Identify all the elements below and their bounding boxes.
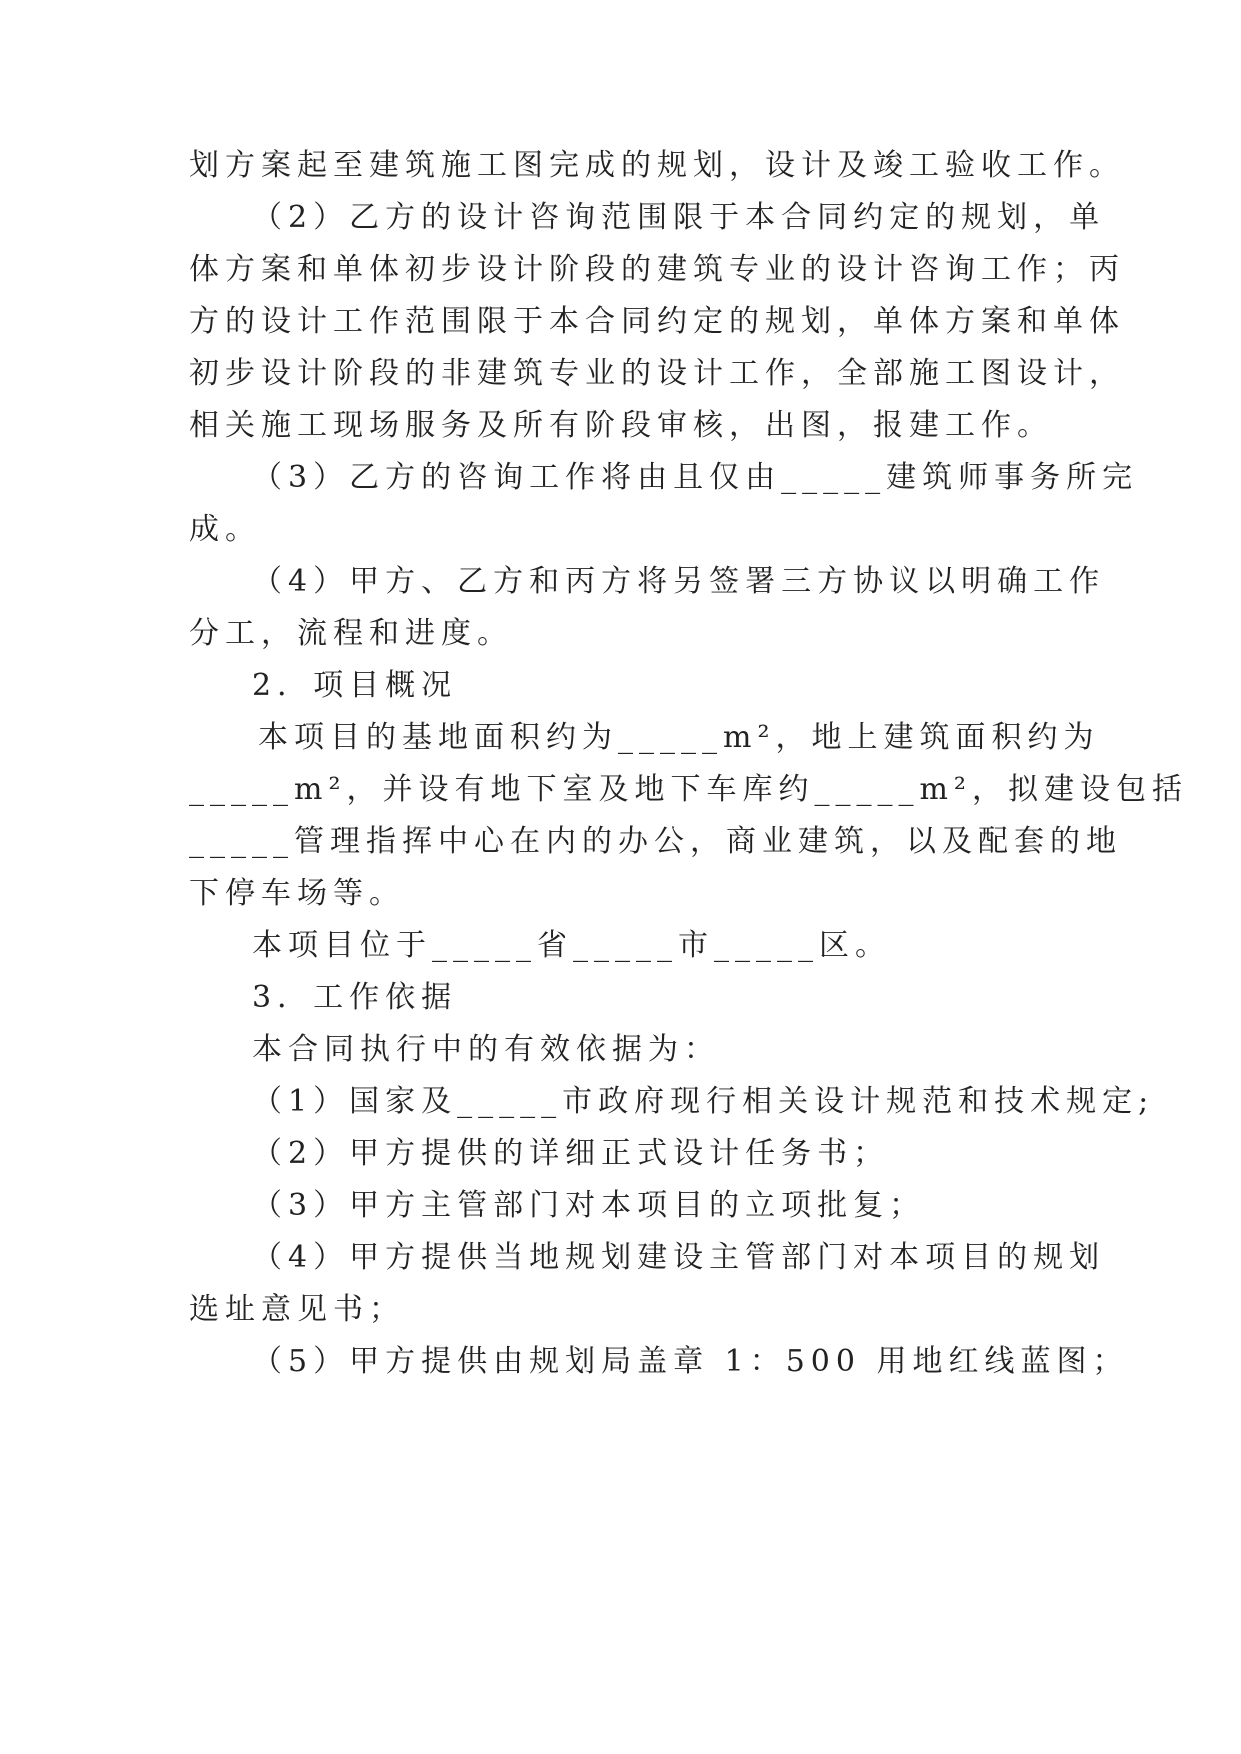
text-line: （1）国家及_____市政府现行相关设计规范和技术规定;: [252, 1084, 1155, 1119]
text-line: 体方案和单体初步设计阶段的建筑专业的设计咨询工作；丙: [189, 252, 1125, 287]
text-line: 选址意见书；: [189, 1292, 405, 1327]
text-line: 下停车场等。: [189, 876, 405, 911]
text-line: 划方案起至建筑施工图完成的规划，设计及竣工验收工作。: [189, 148, 1125, 183]
text-line: （2）甲方提供的详细正式设计任务书；: [252, 1136, 890, 1171]
text-line: 相关施工现场服务及所有阶段审核，出图，报建工作。: [189, 408, 1053, 443]
text-line: _____m²，并设有地下室及地下车库约_____m²，拟建设包括: [189, 772, 1188, 807]
text-line: 初步设计阶段的非建筑专业的设计工作，全部施工图设计，: [189, 356, 1125, 391]
text-line: （2）乙方的设计咨询范围限于本合同约定的规划，单: [252, 200, 1106, 235]
text-line: _____管理指挥中心在内的办公，商业建筑，以及配套的地: [189, 824, 1122, 859]
section-heading: 3．工作依据: [252, 980, 458, 1015]
text-line: 分工，流程和进度。: [189, 616, 513, 651]
text-line: （4）甲方提供当地规划建设主管部门对本项目的规划: [252, 1240, 1106, 1275]
text-line: 本合同执行中的有效依据为：: [252, 1032, 720, 1067]
text-line: 本项目的基地面积约为_____m²，地上建筑面积约为: [258, 720, 1100, 755]
text-line: 本项目位于_____省_____市_____区。: [252, 928, 891, 963]
text-line: （3）甲方主管部门对本项目的立项批复；: [252, 1188, 926, 1223]
text-line: 成。: [189, 512, 261, 547]
text-line: （5）甲方提供由规划局盖章 1：500 用地红线蓝图；: [252, 1344, 1129, 1379]
text-line: 方的设计工作范围限于本合同约定的规划，单体方案和单体: [189, 304, 1125, 339]
text-line: （3）乙方的咨询工作将由且仅由_____建筑师事务所完: [252, 460, 1139, 495]
section-heading: 2．项目概况: [252, 668, 458, 703]
text-line: （4）甲方、乙方和丙方将另签署三方协议以明确工作: [252, 564, 1106, 599]
